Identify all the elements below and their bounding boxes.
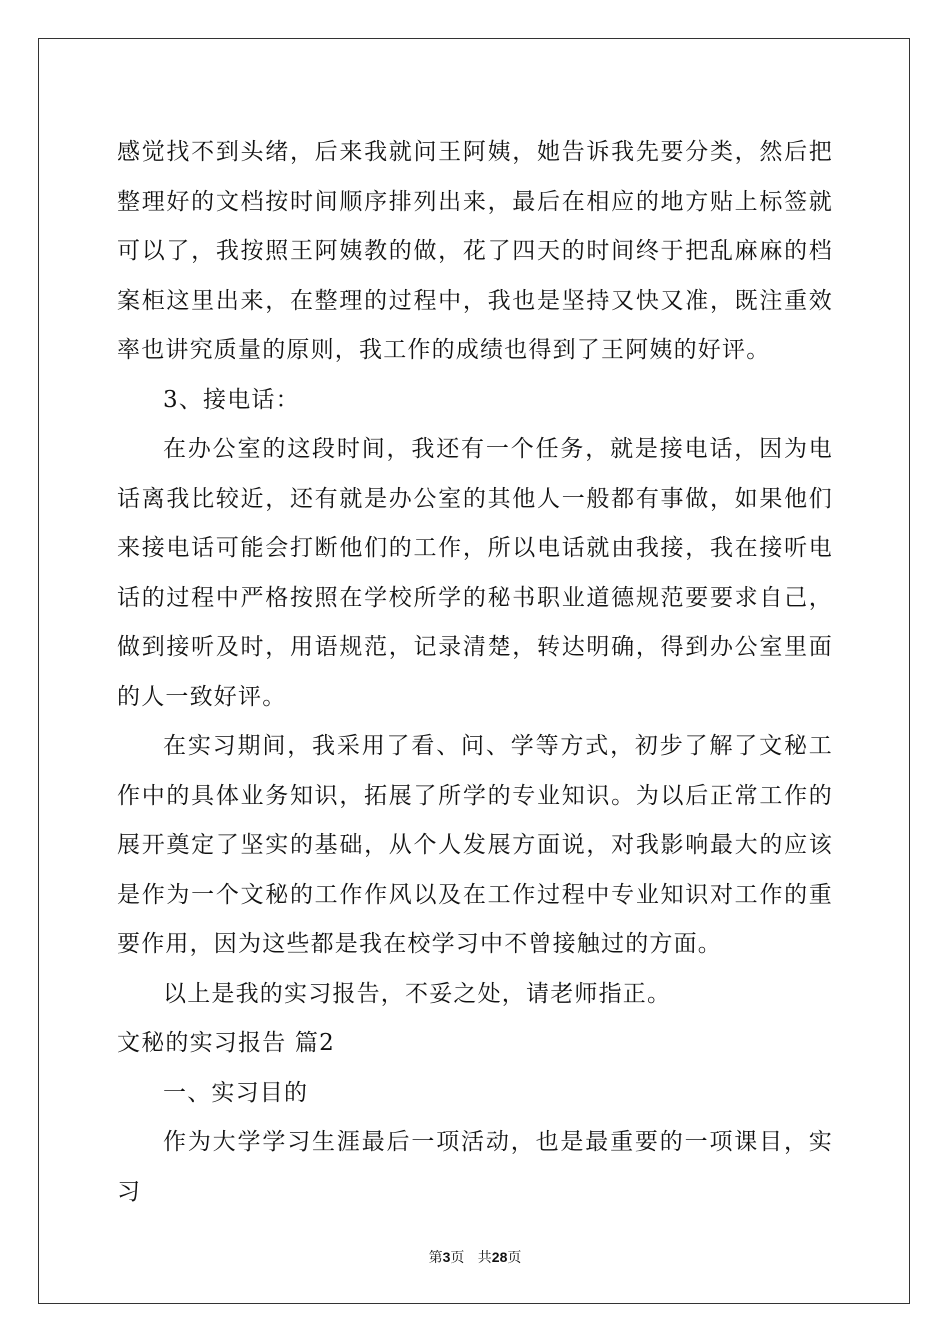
document-body xyxy=(117,128,833,1217)
paragraph-purpose: 作为大学学习生涯最后一项活动，也是最重要的一项课目，实习 xyxy=(117,1129,833,1205)
paragraph-internship-summary: 在实习期间，我采用了看、问、学等方式，初步了解了文秘工作中的具体业务知识，拓展了所学的专业知识。为以后正常工作的展开奠定了坚实的基础，从个人发展方面说，对我影响最大的应该是作为一个文秘的工作作风以及在工作过程中专业知识对工作的重要作用，因为这些都是我在校学习中不曾接触过的方面。 xyxy=(117,733,833,957)
section-heading-purpose: 一、实习目的 xyxy=(163,1079,309,1106)
paragraph-continuation: 感觉找不到头绪，后来我就问王阿姨，她告诉我先要分类，然后把整理好的文档按时间顺序排列出来，最后在相应的地方贴上标签就可以了，我按照王阿姨教的做，花了四天的时间终于把乱麻麻的档案柜这里出来，在整理的过程中，我也是坚持又快又准，既注重效率也讲究质量的原则，我工作的成绩也得到了王阿姨的好评。 xyxy=(117,139,833,363)
footer-total-prefix: 共 xyxy=(477,1250,492,1266)
article-title: 文秘的实习报告 篇2 xyxy=(117,1030,335,1056)
footer-page-suffix: 页 xyxy=(450,1250,465,1266)
footer-prefix: 第 xyxy=(428,1250,443,1266)
footer-page-number: 3 xyxy=(442,1249,451,1265)
footer-total-pages: 28 xyxy=(491,1249,508,1265)
footer-total-suffix: 页 xyxy=(507,1250,522,1266)
paragraph-closing: 以上是我的实习报告，不妥之处，请老师指正。 xyxy=(163,980,672,1007)
paragraph-phone-duty: 在办公室的这段时间，我还有一个任务，就是接电话，因为电话离我比较近，还有就是办公室的其他人一般都有事做，如果他们来接电话可能会打断他们的工作，所以电话就由我接，我在接听电话的过程中严格按照在学校所学的秘书职业道德规范要要求自己，做到接听及时，用语规范，记录清楚，转达明确，得到办公室里面的人一致好评。 xyxy=(117,436,833,710)
section-heading-answer-phone: 3、接电话： xyxy=(163,386,300,413)
page-footer xyxy=(0,1247,950,1267)
